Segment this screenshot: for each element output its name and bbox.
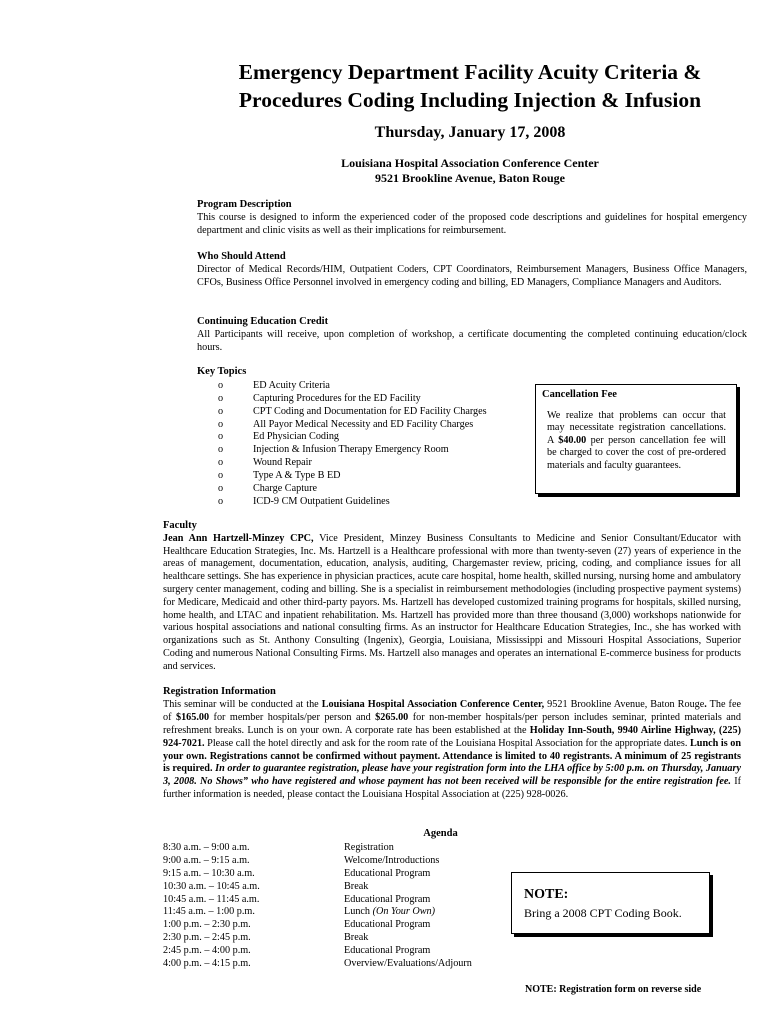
registration-section bbox=[163, 686, 741, 802]
note-text: Bring a 2008 CPT Coding Book. bbox=[524, 906, 682, 920]
faculty-section bbox=[163, 520, 741, 674]
agenda-row: 9:00 a.m. – 9:15 a.m. Welcome/Introductions bbox=[163, 854, 440, 866]
continuing-education-heading: Continuing Education Credit bbox=[197, 316, 329, 327]
who-should-attend-heading: Who Should Attend bbox=[197, 251, 286, 262]
title-line-2: Procedures Coding Including Injection & Infusion bbox=[238, 88, 702, 112]
cancellation-fee-box bbox=[535, 384, 737, 494]
bullet-icon: o bbox=[218, 379, 224, 391]
agenda-row: 2:30 p.m. – 2:45 p.m. Break bbox=[163, 932, 369, 944]
cancellation-fee-text: We realize that problems can occur that may necessitate registration cancellations. A $40.00 per person cancellation fee will be charged to cover the cost of pre-ordered materials and faculty guarantees. bbox=[547, 409, 726, 471]
title-line-1: Emergency Department Facility Acuity Criteria & bbox=[238, 60, 702, 84]
list-item: o Capturing Procedures for the ED Facility bbox=[218, 392, 421, 404]
hotel-info: Holiday Inn-South, 9940 Airline Highway, (225) 924-7021. bbox=[163, 724, 741, 749]
bullet-icon: o bbox=[218, 405, 224, 417]
document-title bbox=[200, 58, 740, 114]
agenda-row: 10:30 a.m. – 10:45 a.m. Break bbox=[163, 880, 369, 892]
agenda-row: 11:45 a.m. – 1:00 p.m. Lunch (On Your Own) bbox=[163, 906, 436, 918]
who-should-attend-text: Director of Medical Records/HIM, Outpatient Coders, CPT Coordinators, Reimbursement Managers, Business Office Managers, CFOs, Business Office Personnel involved in emergency coding and billing, ED Managers, Compliance Managers and Auditors. bbox=[197, 264, 747, 288]
key-topics-section bbox=[197, 366, 487, 509]
list-item: o ICD-9 CM Outpatient Guidelines bbox=[218, 495, 390, 507]
venue-name: Louisiana Hospital Association Conference Center bbox=[341, 156, 599, 170]
venue bbox=[200, 156, 740, 186]
faculty-bio: Jean Ann Hartzell-Minzey CPC, Vice President, Minzey Business Consultants to Medicine and Senior Consultant/Educator with Healthcare Education Strategies, Inc. Ms. Hartzell is a Healthcare professional with more than twenty-seven (27) years of experience in the areas of management, documentation, education, analysis, auditing, Chargemaster review, pricing, coding, and compliance issues for all healthcare settings. She has experience in physician practices, acute care hospital, home health, skilled nursing, nursing home and ambulatory surgery center management, coding and billing. She is a specialist in reimbursement methodologies (including prospective payment systems) for Medicare, Medicaid and other third-party payors. Ms. Hartzell has developed customized training programs for hospitals, skilled nursing, home health, and LTAC and inpatient rehabilitation. Ms. Hartzell has provided more than three thousand (3,000) workshops nationwide for various hospital associations and national consulting firms. As an instructor for Healthcare Education Strategies, Inc., she has worked with organizations such as St. Anthony Consulting (Ingenix), Georgia, Louisiana, Mississippi and Missouri Hospital Associations, Superior Coding and numerous National Consulting Firms. Ms. Hartzell also manages and operates an international E-commerce business for products and services. bbox=[163, 532, 742, 672]
agenda-row: 8:30 a.m. – 9:00 a.m. Registration bbox=[163, 842, 394, 853]
agenda-row: 1:00 p.m. – 2:30 p.m. Educational Program bbox=[163, 919, 431, 931]
continuing-education-text: All Participants will receive, upon completion of workshop, a certificate documenting the completed continuing education/clock hours. bbox=[197, 329, 747, 353]
cancellation-fee-amount: $40.00 bbox=[558, 434, 587, 446]
agenda-row: 2:45 p.m. – 4:00 p.m. Educational Program bbox=[163, 945, 431, 957]
list-item: o ED Acuity Criteria bbox=[218, 379, 330, 391]
bullet-icon: o bbox=[218, 431, 224, 443]
non-member-fee: $265.00 bbox=[375, 711, 409, 723]
list-item: o Type A & Type B ED bbox=[218, 470, 341, 482]
event-date: Thursday, January 17, 2008 bbox=[374, 124, 566, 141]
program-description-section bbox=[197, 198, 747, 237]
bullet-icon: o bbox=[218, 418, 224, 430]
registration-heading: Registration Information bbox=[163, 686, 276, 697]
venue-address: 9521 Brookline Avenue, Baton Rouge bbox=[375, 171, 565, 185]
bullet-icon: o bbox=[218, 470, 224, 482]
program-description-text: This course is designed to inform the experienced coder of the proposed code descriptions and guidelines for hospital emergency department and clinic visits as well as their implications for reimbursement. bbox=[197, 212, 747, 236]
list-item: o Ed Physician Coding bbox=[218, 431, 340, 443]
member-fee: $165.00 bbox=[175, 711, 210, 723]
list-item: o CPT Coding and Documentation for ED Facility Charges bbox=[218, 405, 487, 417]
agenda-row: 10:45 a.m. – 11:45 a.m. Educational Program bbox=[163, 893, 431, 905]
footer-note: NOTE: Registration form on reverse side bbox=[525, 984, 702, 995]
faculty-name: Jean Ann Hartzell-Minzey CPC, bbox=[163, 532, 314, 544]
continuing-education-section bbox=[197, 315, 747, 354]
registration-text: This seminar will be conducted at the Louisiana Hospital Association Conference Center, 9521 Brookline Avenue, Baton Rouge. The fee of $165.00 for member hospitals/per person and $265.00 for non-member hospitals/per person includes seminar, printed materials and refreshment breaks. Lunch is on your own. A corporate rate has been established at the Holiday Inn-South, 9940 Airline Highway, (225) 924-7021. Please call the hotel directly and ask for the room rate of the Louisiana Hospital Association for the appropriate dates. Lunch is on your own. Registrations cannot be confirmed without payment. Attendance is limited to 40 registrants. A minimum of 25 registrants is required. In order to guarantee registration, please have your registration form into the LHA office by 5:00 p.m. on Thursday, January 3, 2008. No Shows” who have registered and whose payment has not been received will be responsible for the entire registration fee. If further information is needed, please contact the Louisiana Hospital Association at (225) 928-0026. bbox=[163, 698, 742, 801]
key-topics-heading: Key Topics bbox=[197, 366, 247, 377]
bullet-icon: o bbox=[218, 392, 224, 404]
faculty-heading: Faculty bbox=[163, 520, 197, 531]
cancellation-fee-heading: Cancellation Fee bbox=[542, 389, 617, 400]
note-box bbox=[511, 872, 710, 934]
list-item: o Injection & Infusion Therapy Emergency Room bbox=[218, 444, 449, 456]
who-should-attend-section bbox=[197, 250, 747, 289]
note-heading: NOTE: bbox=[524, 887, 569, 902]
agenda-list bbox=[163, 842, 472, 971]
list-item: o Wound Repair bbox=[218, 457, 312, 469]
agenda-heading: Agenda bbox=[423, 828, 458, 839]
key-topics-list bbox=[197, 380, 487, 509]
agenda-row: 4:00 p.m. – 4:15 p.m. Overview/Evaluations/Adjourn bbox=[163, 958, 472, 970]
bullet-icon: o bbox=[218, 444, 224, 456]
list-item: o Charge Capture bbox=[218, 483, 318, 495]
list-item: o All Payor Medical Necessity and ED Facility Charges bbox=[218, 418, 474, 430]
bullet-icon: o bbox=[218, 483, 224, 495]
agenda-row: 9:15 a.m. – 10:30 a.m. Educational Program bbox=[163, 867, 431, 879]
bullet-icon: o bbox=[218, 495, 224, 507]
bullet-icon: o bbox=[218, 457, 224, 469]
program-description-heading: Program Description bbox=[197, 199, 292, 210]
